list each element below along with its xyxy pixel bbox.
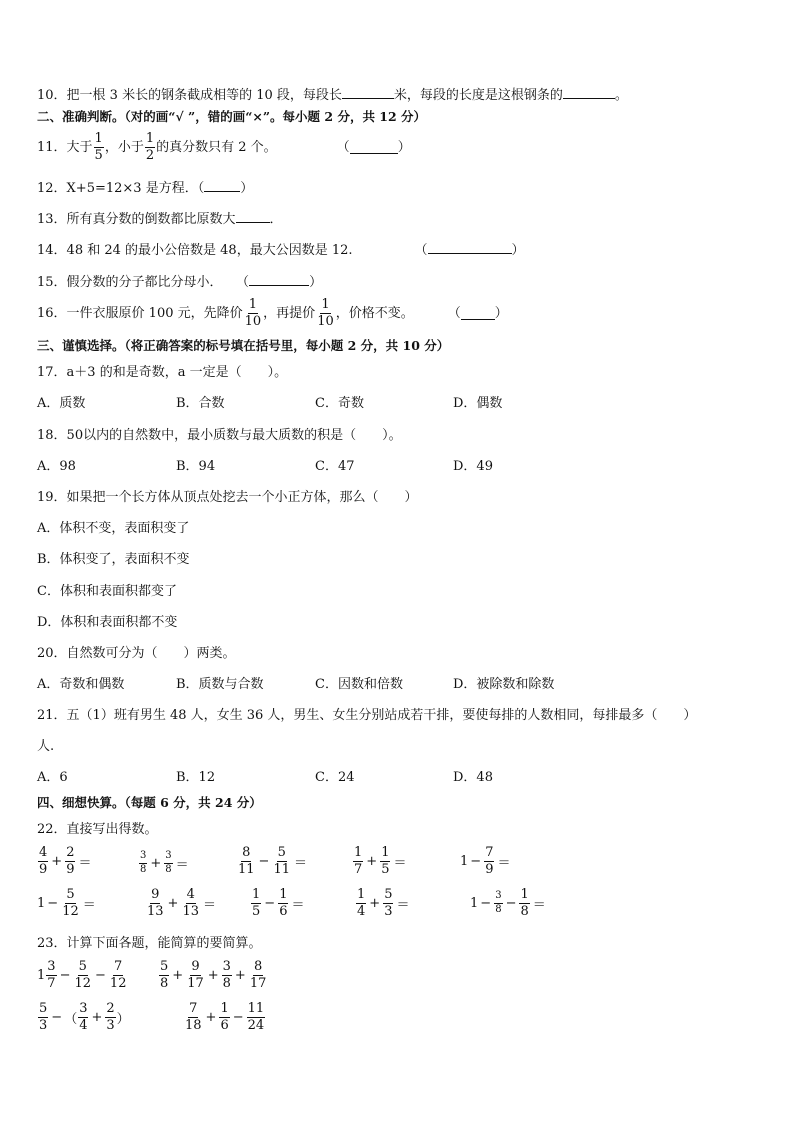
- expression: $\frac{8}{11}$ − $\frac{5}{11}$ ＝: [238, 845, 308, 877]
- option-c[interactable]: C．24: [315, 770, 355, 785]
- q16-text-b: ，再提价: [263, 305, 316, 321]
- option-a[interactable]: A．体积不变，表面积变了: [37, 521, 190, 536]
- question-13: [37, 210, 283, 226]
- expression: $\frac{1}{4}$ + $\frac{5}{3}$ ＝: [357, 887, 410, 919]
- fraction: $\frac{1}{10}$: [244, 297, 262, 329]
- question-16: [37, 298, 508, 328]
- question-15: [37, 273, 322, 289]
- answer-blank[interactable]: [563, 86, 615, 99]
- expression: $\frac{1}{7}$ + $\frac{1}{5}$ ＝: [354, 845, 407, 877]
- expression: $\frac{5}{8}$ + $\frac{9}{17}$ + $\frac{3}{8}$ + $\frac{8}{17}$: [160, 959, 267, 991]
- fraction: $\frac{1}{10}$: [317, 297, 334, 329]
- question-12: [37, 179, 253, 195]
- paren-close: ）: [397, 139, 411, 155]
- expression: $\frac{4}{9}$ + $\frac{2}{9}$ ＝: [39, 845, 92, 877]
- section-2-title: 二、准确判断。（对的画“√ ”，错的画“×”。每小题 2 分，共 12 分）: [37, 109, 427, 124]
- question-18-stem: 18．50以内的自然数中，最小质数与最大质数的积是（ ）。: [37, 428, 402, 443]
- expression: $\frac{7}{18}$ + $\frac{1}{6}$ − $\frac{11}{24}$: [185, 1001, 265, 1033]
- expression: $\frac{5}{3}$ − （ $\frac{3}{4}$ + $\frac{2}{3}$ ）: [39, 1001, 130, 1033]
- option-a[interactable]: A．98: [37, 459, 76, 474]
- expression: 1 − $\frac{7}{9}$ ＝: [460, 845, 511, 877]
- q16-text-a: 16．一件衣服原价 100 元，先降价: [37, 305, 243, 321]
- q10-text-a: 10．把一根 3 米长的钢条截成相等的 10 段，每段长: [37, 88, 342, 103]
- expression: 1 − $\frac{3}{8}$ − $\frac{1}{8}$ ＝: [470, 887, 546, 919]
- option-c[interactable]: C．奇数: [315, 396, 364, 411]
- question-11: [37, 132, 411, 162]
- question-21-stem-cont: 人.: [37, 739, 55, 754]
- answer-blank[interactable]: [249, 273, 309, 286]
- option-d[interactable]: D．48: [453, 770, 493, 785]
- q16-text-c: ，价格不变。: [335, 305, 414, 321]
- option-d[interactable]: D．体积和表面积都不变: [37, 615, 178, 630]
- expression: 1 $\frac{3}{7}$ − $\frac{5}{12}$ − $\frac{7}{12}$: [37, 959, 127, 991]
- expression: 1 − $\frac{5}{12}$ ＝: [37, 887, 96, 919]
- q11-text-c: 的真分数只有 2 个。: [156, 139, 277, 155]
- option-a[interactable]: A．6: [37, 770, 68, 785]
- paren-open: （: [336, 139, 350, 155]
- q11-text-b: ，小于: [104, 139, 144, 155]
- paren-close: ）: [240, 181, 254, 196]
- expression: $\frac{3}{8}$ + $\frac{3}{8}$ ＝: [140, 850, 189, 875]
- option-b[interactable]: B．体积变了，表面积不变: [37, 552, 190, 567]
- paren-close: ）: [494, 305, 508, 321]
- fraction: $\frac{1}{5}$: [94, 131, 103, 163]
- option-d[interactable]: D．偶数: [453, 396, 503, 411]
- paren-open: （: [242, 275, 250, 290]
- question-21-stem: 21．五（1）班有男生 48 人，女生 36 人，男生、女生分别站成若干排，要使每排的人数相同，每排最多（ ）: [37, 708, 697, 723]
- option-b[interactable]: B．12: [176, 770, 216, 785]
- expression: $\frac{1}{5}$ − $\frac{1}{6}$ ＝: [252, 887, 305, 919]
- question-17-stem: 17．a＋3 的和是奇数，a 一定是（ ）。: [37, 365, 288, 380]
- question-22-stem: 22．直接写出得数。: [37, 822, 158, 837]
- q14-text: 14．48 和 24 的最小公倍数是 48，最大公因数是 12.: [37, 243, 353, 258]
- option-b[interactable]: B．合数: [176, 396, 225, 411]
- q10-text-c: 。: [614, 88, 628, 103]
- paren-close: ）: [309, 275, 323, 290]
- answer-blank[interactable]: [342, 86, 394, 99]
- option-a[interactable]: A．质数: [37, 396, 86, 411]
- section-4-title: 四、细想快算。（每题 6 分，共 24 分）: [37, 795, 262, 810]
- paren-close: ）: [511, 243, 525, 258]
- option-b[interactable]: B．94: [176, 459, 216, 474]
- paren-open: （: [447, 305, 461, 321]
- option-d[interactable]: D．被除数和除数: [453, 677, 555, 692]
- q12-text: 12．X+5=12×3 是方程．（: [37, 181, 205, 196]
- answer-blank[interactable]: [236, 210, 270, 223]
- option-a[interactable]: A．奇数和偶数: [37, 677, 125, 692]
- q10-text-b: 米，每段的长度是这根钢条的: [393, 88, 563, 103]
- option-b[interactable]: B．质数与合数: [176, 677, 264, 692]
- expression: $\frac{9}{13}$ + $\frac{4}{13}$ ＝: [147, 887, 217, 919]
- q13-end: ．: [269, 212, 283, 227]
- option-c[interactable]: C．体积和表面积都变了: [37, 584, 177, 599]
- question-10: [37, 86, 628, 102]
- fraction: $\frac{1}{2}$: [145, 131, 155, 163]
- answer-blank[interactable]: [350, 141, 398, 154]
- question-14: [37, 241, 525, 257]
- q13-text: 13．所有真分数的倒数都比原数大: [37, 212, 236, 227]
- option-c[interactable]: C．47: [315, 459, 355, 474]
- section-3-title: 三、谨慎选择。（将正确答案的标号填在括号里，每小题 2 分，共 10 分）: [37, 338, 450, 353]
- q15-text: 15．假分数的分子都比分母小．: [37, 275, 223, 290]
- answer-blank[interactable]: [461, 307, 495, 320]
- question-19-stem: 19．如果把一个长方体从顶点处挖去一个小正方体，那么（ ）: [37, 490, 418, 505]
- question-20-stem: 20．自然数可分为（ ）两类。: [37, 646, 236, 661]
- answer-blank[interactable]: [428, 241, 512, 254]
- option-d[interactable]: D．49: [453, 459, 493, 474]
- question-23-stem: 23．计算下面各题，能简算的要简算。: [37, 936, 262, 951]
- q11-text-a: 11．大于: [37, 139, 93, 155]
- answer-blank[interactable]: [204, 179, 240, 192]
- option-c[interactable]: C．因数和倍数: [315, 677, 403, 692]
- paren-open: （: [414, 243, 428, 258]
